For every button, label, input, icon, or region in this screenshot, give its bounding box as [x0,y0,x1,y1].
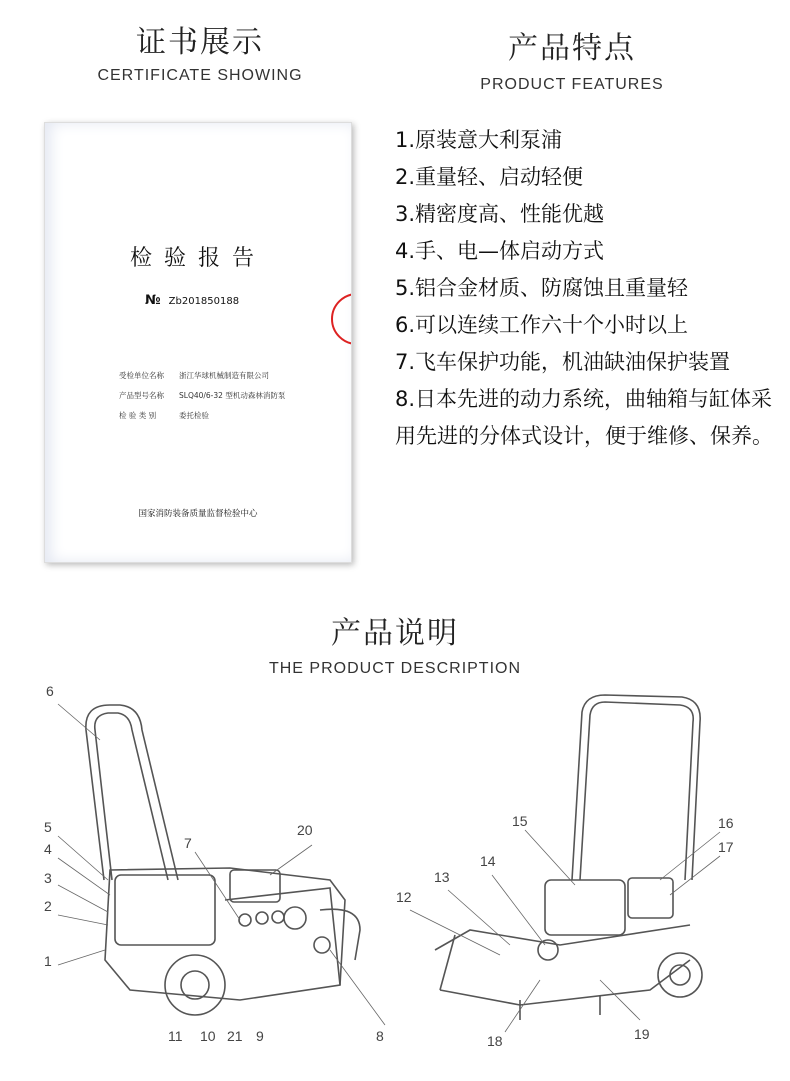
feature-item: 1.原装意大利泵浦 [395,128,563,152]
cert-row [119,391,285,401]
seal-stamp [331,293,352,345]
label-8: 8 [376,1028,384,1044]
cert-title: 检验报告 [129,246,266,271]
cert-number [145,294,239,309]
label-2: 2 [44,898,52,914]
label-19: 19 [634,1026,650,1042]
row-label: 检 验 类 别 [119,411,157,420]
label-1: 1 [44,953,52,969]
label-7: 7 [184,835,192,851]
row-value: SLQ40/6-32 型机动森林消防泵 [179,391,286,400]
features-title: 产品特点 [508,31,636,66]
label-5: 5 [44,819,52,835]
description-subtitle: THE PRODUCT DESCRIPTION [268,660,522,677]
features-list [395,122,780,532]
label-10: 10 [200,1028,216,1044]
features-subtitle: PRODUCT FEATURES [480,76,664,93]
row-value: 浙江华球机械制造有限公司 [179,371,269,380]
description-title: 产品说明 [331,616,459,651]
label-13: 13 [434,869,450,885]
label-16: 16 [718,815,734,831]
label-6: 6 [46,683,54,699]
certificate-image [44,122,352,563]
row-label: 产品型号名称 [119,391,164,400]
label-9: 9 [256,1028,264,1044]
feature-item: 6.可以连续工作六十个小时以上 [395,313,689,337]
label-20: 20 [297,822,313,838]
feature-item: 4.手、电—体启动方式 [395,239,605,263]
label-12: 12 [396,889,412,905]
label-3: 3 [44,870,52,886]
label-21: 21 [227,1028,243,1044]
feature-item: 8.日本先进的动力系统，曲轴箱与缸体采用先进的分体式设计，便于维修、保养。 [395,387,773,448]
feature-item: 7.飞车保护功能，机油缺油保护装置 [395,350,731,374]
left-labels [44,683,384,1044]
cert-row [119,411,209,421]
feature-item: 5.铝合金材质、防腐蚀且重量轻 [395,276,689,300]
leader-lines [58,704,720,1032]
label-17: 17 [718,839,734,855]
left-pump-drawing [86,705,360,1015]
row-value: 委托检验 [179,411,209,420]
label-15: 15 [512,813,528,829]
row-label: 受检单位名称 [119,371,164,380]
cert-issuer: 国家消防装备质量监督检验中心 [138,509,258,519]
label-4: 4 [44,841,52,857]
right-pump-drawing [435,695,702,1020]
product-diagram [0,680,790,1075]
certificate-title: 证书展示 [136,25,264,60]
certificate-subtitle: CERTIFICATE SHOWING [97,67,303,84]
no-symbol: № [145,293,161,308]
feature-item: 3.精密度高、性能优越 [395,202,605,226]
cert-row [119,371,269,381]
number: Zb201850188 [168,296,240,307]
label-14: 14 [480,853,496,869]
right-labels [396,813,734,1049]
label-11: 11 [168,1028,183,1044]
label-18: 18 [487,1033,503,1049]
feature-item: 2.重量轻、启动轻便 [395,165,584,189]
